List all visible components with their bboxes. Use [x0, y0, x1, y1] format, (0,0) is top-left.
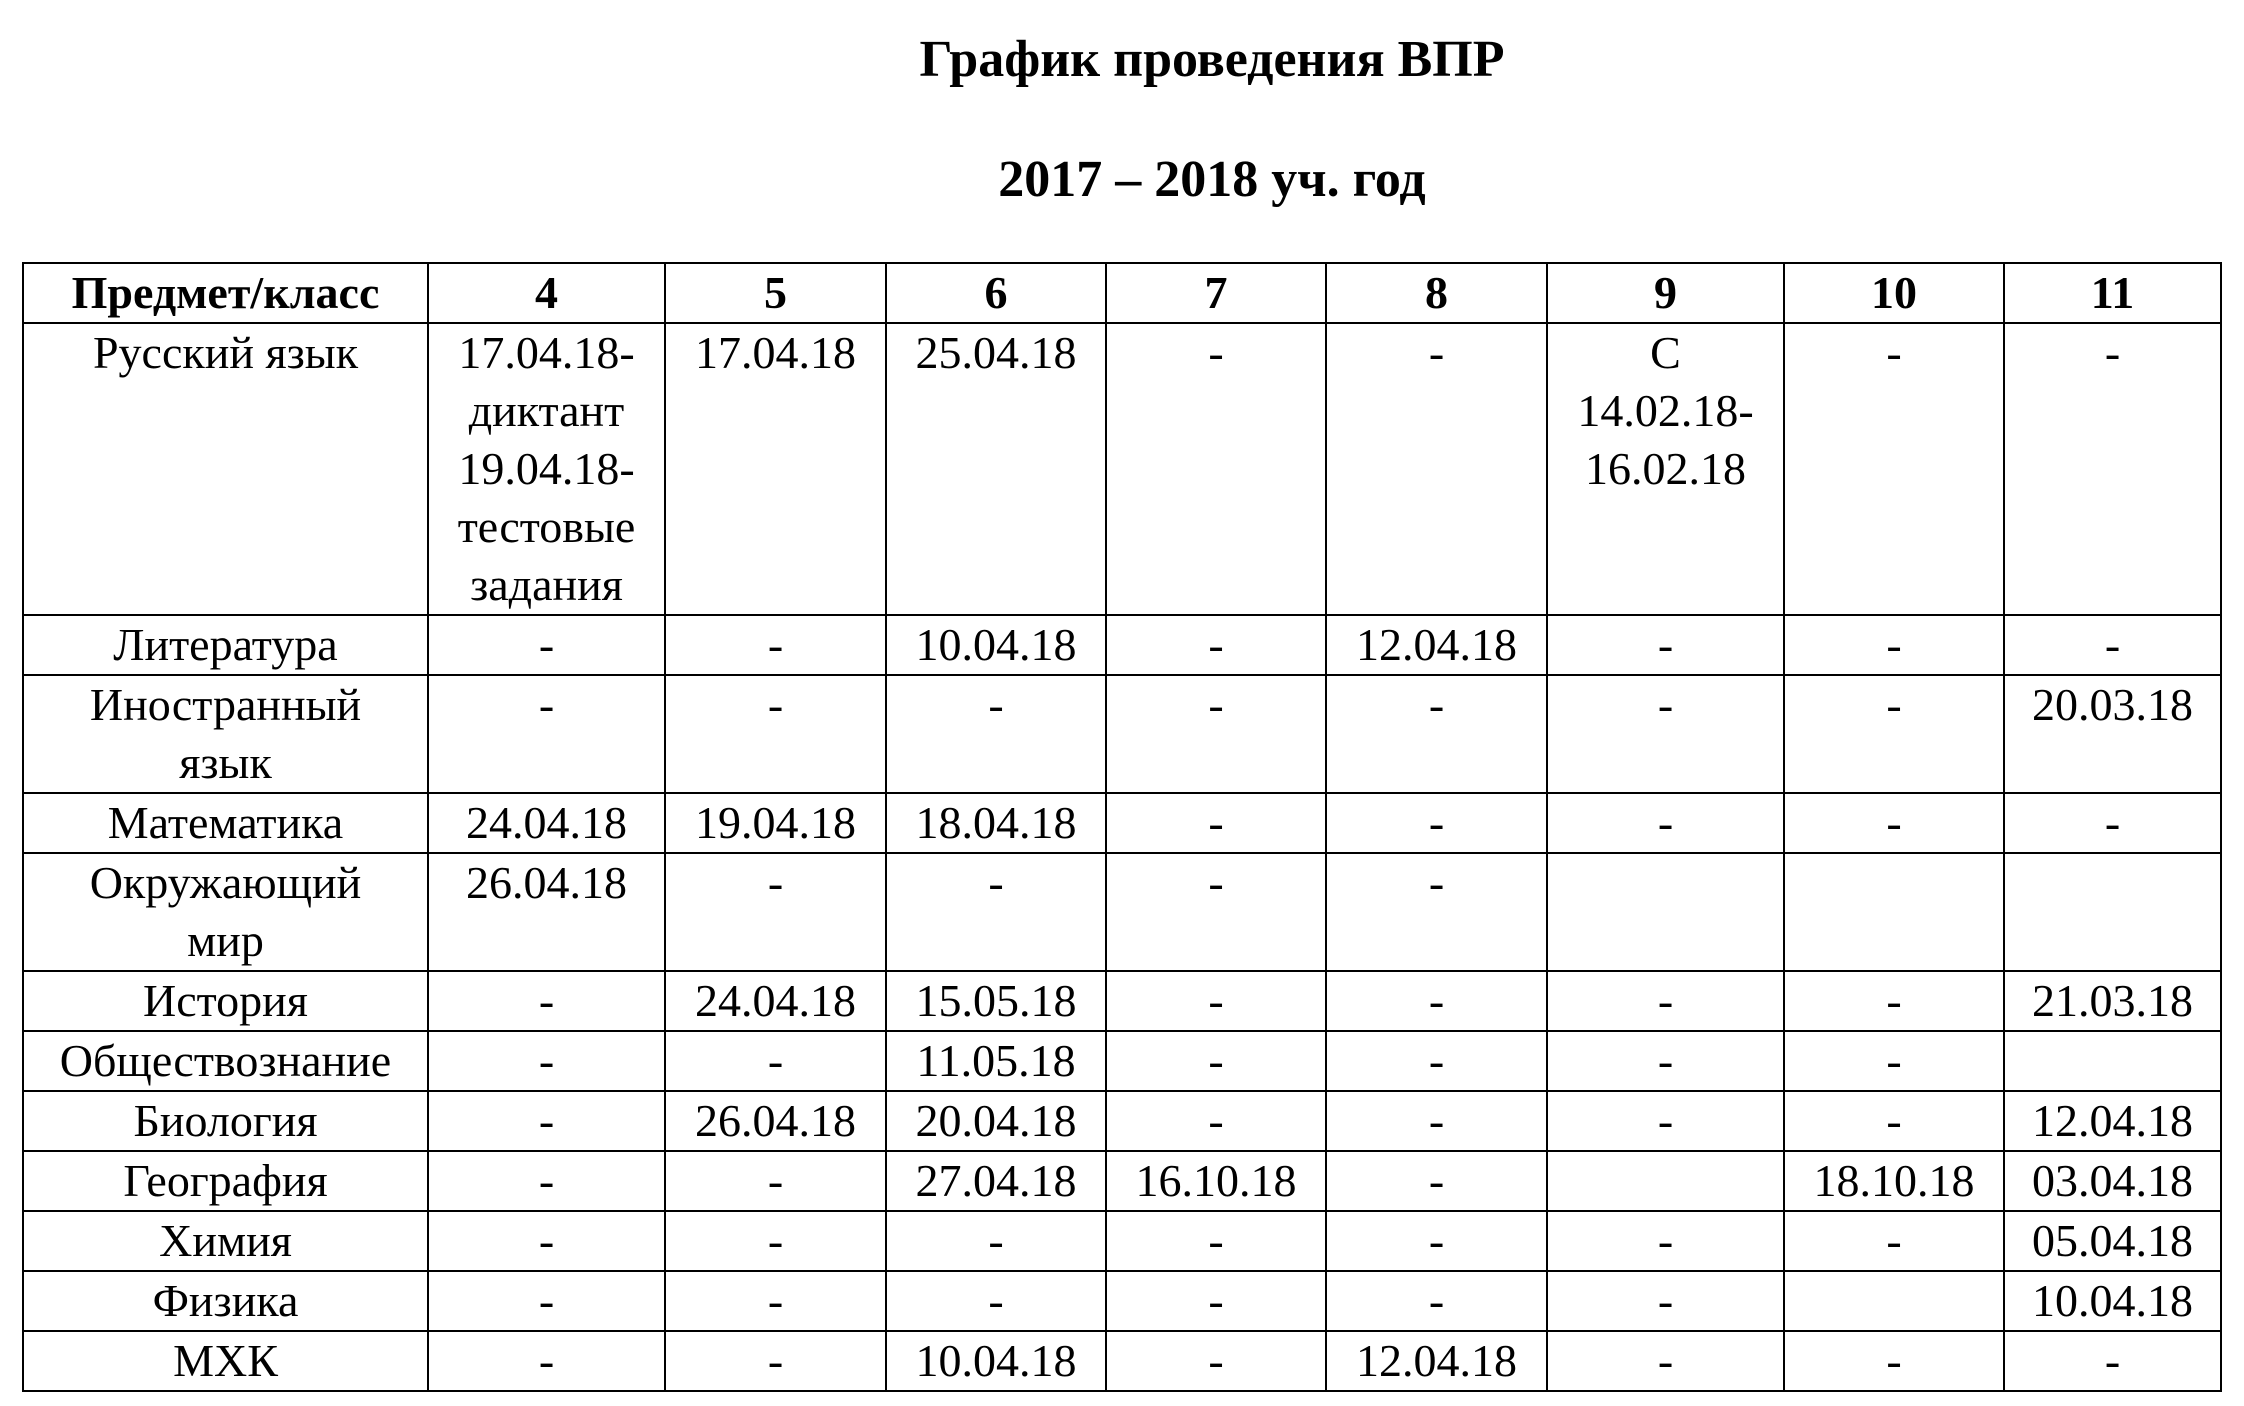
cell-text — [1548, 1152, 1783, 1210]
date-cell — [665, 675, 886, 793]
cell-text: - — [538, 619, 555, 670]
date-cell — [1547, 971, 1784, 1031]
column-header-grade: 11 — [2004, 263, 2221, 323]
cell-text: 17.04.18 — [695, 327, 856, 378]
cell-text: 10.04.18 — [2032, 1275, 2193, 1326]
cell-text: 21.03.18 — [2032, 975, 2193, 1026]
cell-text: 05.04.18 — [2032, 1215, 2193, 1266]
cell-text — [1785, 854, 2003, 912]
date-cell — [428, 1211, 665, 1271]
cell-text: - — [2104, 1335, 2121, 1386]
subject-cell — [23, 1151, 428, 1211]
date-cell — [886, 615, 1106, 675]
column-header-grade: 4 — [428, 263, 665, 323]
date-cell — [2004, 675, 2221, 793]
cell-text — [2005, 854, 2220, 912]
subject-name: Обществознание — [59, 1035, 392, 1086]
date-cell — [886, 793, 1106, 853]
cell-text: - — [1886, 1095, 1902, 1146]
date-cell — [1106, 793, 1326, 853]
date-cell — [1326, 1211, 1547, 1271]
date-cell — [1547, 1331, 1784, 1391]
table-body — [23, 323, 2221, 1391]
column-header-grade: 7 — [1106, 263, 1326, 323]
date-cell — [1547, 1211, 1784, 1271]
date-cell — [1106, 853, 1326, 971]
table-row — [23, 1091, 2221, 1151]
cell-text — [2005, 1032, 2220, 1090]
date-cell — [665, 615, 886, 675]
cell-text: - — [1208, 975, 1224, 1026]
cell-text: - — [767, 1335, 784, 1386]
subject-name: МХК — [173, 1335, 278, 1386]
date-cell — [665, 1331, 886, 1391]
cell-text: - — [1428, 1095, 1445, 1146]
cell-text: 17.04.18- — [458, 327, 635, 378]
cell-text: диктант — [468, 385, 625, 436]
cell-text: 16.02.18 — [1585, 443, 1746, 494]
table-row — [23, 1331, 2221, 1391]
cell-text: - — [1428, 975, 1445, 1026]
date-cell — [886, 675, 1106, 793]
date-cell — [428, 1331, 665, 1391]
cell-text: - — [2104, 619, 2121, 670]
cell-text — [1548, 854, 1783, 912]
cell-text: 18.04.18 — [915, 797, 1077, 848]
date-cell — [1326, 1151, 1547, 1211]
table-row — [23, 323, 2221, 615]
cell-text: - — [538, 679, 555, 730]
date-cell — [2004, 1211, 2221, 1271]
cell-text: - — [1657, 679, 1674, 730]
cell-text: 03.04.18 — [2032, 1155, 2193, 1206]
table-row — [23, 615, 2221, 675]
cell-text: - — [767, 1275, 784, 1326]
date-cell — [2004, 1271, 2221, 1331]
subject-cell — [23, 1271, 428, 1331]
date-cell — [428, 1031, 665, 1091]
cell-text: 12.04.18 — [1356, 619, 1517, 670]
cell-text: тестовые — [457, 501, 636, 552]
cell-text: - — [988, 857, 1004, 908]
cell-text: - — [1208, 1035, 1224, 1086]
cell-text: 10.04.18 — [915, 619, 1077, 670]
cell-text: - — [1886, 975, 1902, 1026]
date-cell — [1326, 1331, 1547, 1391]
cell-text: - — [1886, 1035, 1902, 1086]
date-cell — [665, 1151, 886, 1211]
cell-text: - — [1657, 975, 1674, 1026]
date-cell — [1547, 1091, 1784, 1151]
cell-text: 18.10.18 — [1813, 1155, 1975, 1206]
cell-text: - — [1428, 1035, 1445, 1086]
date-cell — [1784, 971, 2004, 1031]
cell-text: - — [1657, 1215, 1674, 1266]
cell-text: - — [1428, 327, 1445, 378]
date-cell — [886, 1211, 1106, 1271]
date-cell — [428, 971, 665, 1031]
table-row — [23, 675, 2221, 793]
date-cell — [1784, 675, 2004, 793]
cell-text: 12.04.18 — [2032, 1095, 2193, 1146]
date-cell — [886, 853, 1106, 971]
date-cell — [665, 793, 886, 853]
date-cell — [1106, 675, 1326, 793]
date-cell — [1326, 793, 1547, 853]
date-cell — [1547, 675, 1784, 793]
table-row — [23, 971, 2221, 1031]
date-cell — [428, 323, 665, 615]
cell-text: - — [538, 1035, 555, 1086]
date-cell — [1547, 1031, 1784, 1091]
date-cell — [1784, 323, 2004, 615]
date-cell — [886, 1031, 1106, 1091]
cell-text: - — [767, 857, 784, 908]
date-cell — [1784, 1151, 2004, 1211]
cell-text: - — [1208, 1215, 1224, 1266]
cell-text: - — [1428, 857, 1445, 908]
cell-text: 26.04.18 — [466, 857, 627, 908]
cell-text: 16.10.18 — [1135, 1155, 1297, 1206]
cell-text: 20.04.18 — [915, 1095, 1077, 1146]
column-header-subject: Предмет/класс — [23, 263, 428, 323]
cell-text: - — [538, 1215, 555, 1266]
subject-name: Биология — [133, 1095, 318, 1146]
cell-text: - — [767, 1155, 784, 1206]
subject-cell — [23, 675, 428, 793]
cell-text: - — [1208, 1095, 1224, 1146]
date-cell — [428, 793, 665, 853]
date-cell — [2004, 853, 2221, 971]
date-cell — [1784, 615, 2004, 675]
date-cell — [1547, 853, 1784, 971]
date-cell — [1326, 615, 1547, 675]
date-cell — [886, 1151, 1106, 1211]
cell-text: - — [1886, 1215, 1902, 1266]
date-cell — [665, 1031, 886, 1091]
subject-cell — [23, 971, 428, 1031]
date-cell — [1106, 1211, 1326, 1271]
cell-text: 15.05.18 — [915, 975, 1077, 1026]
cell-text: - — [1886, 797, 1902, 848]
date-cell — [428, 1091, 665, 1151]
schedule-table — [22, 262, 2222, 1392]
date-cell — [665, 853, 886, 971]
date-cell — [1784, 1211, 2004, 1271]
cell-text: - — [767, 1215, 784, 1266]
date-cell — [2004, 323, 2221, 615]
table-row — [23, 793, 2221, 853]
cell-text: - — [1428, 1275, 1445, 1326]
date-cell — [2004, 971, 2221, 1031]
date-cell — [1547, 793, 1784, 853]
cell-text: - — [1886, 679, 1902, 730]
column-header-grade: 5 — [665, 263, 886, 323]
cell-text: - — [1886, 327, 1902, 378]
subject-name: Физика — [152, 1275, 299, 1326]
cell-text: - — [1208, 619, 1224, 670]
cell-text: - — [1208, 1335, 1224, 1386]
document-subtitle: 2017 – 2018 уч. год — [998, 151, 1426, 208]
table-row — [23, 1211, 2221, 1271]
date-cell — [1326, 1091, 1547, 1151]
subject-cell — [23, 1091, 428, 1151]
table-row — [23, 853, 2221, 971]
cell-text: - — [538, 975, 555, 1026]
date-cell — [1326, 323, 1547, 615]
cell-text: - — [767, 679, 784, 730]
subject-cell — [23, 323, 428, 615]
cell-text: - — [1208, 797, 1224, 848]
subject-name: Русский язык — [92, 327, 359, 378]
subject-cell — [23, 793, 428, 853]
subject-name: язык — [179, 737, 272, 788]
date-cell — [665, 1211, 886, 1271]
date-cell — [1326, 1271, 1547, 1331]
cell-text: - — [1428, 1155, 1445, 1206]
date-cell — [428, 853, 665, 971]
subject-name: Литература — [113, 619, 338, 670]
date-cell — [1784, 1331, 2004, 1391]
date-cell — [886, 971, 1106, 1031]
table-header-row — [23, 263, 2221, 323]
subject-cell — [23, 1031, 428, 1091]
cell-text: - — [1428, 1215, 1445, 1266]
subject-name: Математика — [107, 797, 344, 848]
date-cell — [1784, 793, 2004, 853]
cell-text: 19.04.18 — [695, 797, 856, 848]
date-cell — [886, 1271, 1106, 1331]
date-cell — [1326, 971, 1547, 1031]
date-cell — [1106, 1091, 1326, 1151]
cell-text: - — [538, 1335, 555, 1386]
cell-text: 26.04.18 — [695, 1095, 856, 1146]
cell-text: - — [2104, 327, 2121, 378]
date-cell — [1547, 615, 1784, 675]
cell-text: - — [988, 1275, 1004, 1326]
subject-name: История — [143, 975, 308, 1026]
table-row — [23, 1151, 2221, 1211]
date-cell — [2004, 1031, 2221, 1091]
cell-text: С — [1650, 327, 1681, 378]
date-cell — [428, 1151, 665, 1211]
cell-text: 11.05.18 — [916, 1035, 1076, 1086]
cell-text: - — [1208, 1275, 1224, 1326]
cell-text: - — [1428, 679, 1445, 730]
column-header-grade: 8 — [1326, 263, 1547, 323]
date-cell — [665, 323, 886, 615]
date-cell — [1106, 1271, 1326, 1331]
cell-text: - — [538, 1275, 555, 1326]
document-title: График проведения ВПР — [919, 31, 1505, 88]
cell-text: - — [538, 1095, 555, 1146]
date-cell — [665, 1271, 886, 1331]
date-cell — [886, 1331, 1106, 1391]
cell-text: - — [1657, 797, 1674, 848]
date-cell — [2004, 615, 2221, 675]
date-cell — [1106, 1031, 1326, 1091]
date-cell — [1547, 1151, 1784, 1211]
date-cell — [1106, 1151, 1326, 1211]
cell-text: 19.04.18- — [458, 443, 635, 494]
table-row — [23, 1271, 2221, 1331]
subject-name: Химия — [159, 1215, 292, 1266]
table-row — [23, 1031, 2221, 1091]
cell-text: - — [1208, 679, 1224, 730]
cell-text: - — [538, 1155, 555, 1206]
subject-name: Окружающий — [89, 857, 362, 908]
date-cell — [1784, 1091, 2004, 1151]
cell-text — [1785, 1272, 2003, 1330]
column-header-grade: 6 — [886, 263, 1106, 323]
date-cell — [1784, 1031, 2004, 1091]
date-cell — [1106, 323, 1326, 615]
cell-text: - — [1208, 327, 1224, 378]
cell-text: 24.04.18 — [466, 797, 627, 848]
cell-text: 25.04.18 — [915, 327, 1077, 378]
subject-name: География — [123, 1155, 328, 1206]
cell-text: - — [1428, 797, 1445, 848]
date-cell — [2004, 1091, 2221, 1151]
cell-text: - — [1657, 1335, 1674, 1386]
date-cell — [1784, 1271, 2004, 1331]
date-cell — [1106, 615, 1326, 675]
cell-text: - — [2104, 797, 2121, 848]
subject-cell — [23, 1211, 428, 1271]
date-cell — [1106, 971, 1326, 1031]
date-cell — [665, 1091, 886, 1151]
cell-text: - — [1657, 1275, 1674, 1326]
date-cell — [1326, 853, 1547, 971]
cell-text: задания — [470, 559, 623, 610]
date-cell — [886, 1091, 1106, 1151]
cell-text: - — [1208, 857, 1224, 908]
cell-text: - — [767, 619, 784, 670]
cell-text: 20.03.18 — [2032, 679, 2193, 730]
cell-text: - — [1886, 1335, 1902, 1386]
cell-text: - — [1657, 1095, 1674, 1146]
date-cell — [428, 675, 665, 793]
date-cell — [2004, 793, 2221, 853]
column-header-grade: 10 — [1784, 263, 2004, 323]
subject-cell — [23, 615, 428, 675]
cell-text: 24.04.18 — [695, 975, 856, 1026]
cell-text: - — [1657, 619, 1674, 670]
date-cell — [1547, 323, 1784, 615]
cell-text: - — [1657, 1035, 1674, 1086]
date-cell — [1106, 1331, 1326, 1391]
subject-name: мир — [187, 915, 264, 966]
cell-text: 27.04.18 — [915, 1155, 1077, 1206]
subject-name: Иностранный — [89, 679, 362, 730]
cell-text: - — [767, 1035, 784, 1086]
date-cell — [886, 323, 1106, 615]
cell-text: 12.04.18 — [1356, 1335, 1517, 1386]
date-cell — [1784, 853, 2004, 971]
cell-text: - — [988, 1215, 1004, 1266]
date-cell — [1326, 675, 1547, 793]
date-cell — [428, 615, 665, 675]
cell-text: 10.04.18 — [915, 1335, 1077, 1386]
date-cell — [2004, 1151, 2221, 1211]
cell-text: 14.02.18- — [1577, 385, 1754, 436]
subject-cell — [23, 1331, 428, 1391]
subject-cell — [23, 853, 428, 971]
cell-text: - — [988, 679, 1004, 730]
date-cell — [1547, 1271, 1784, 1331]
date-cell — [428, 1271, 665, 1331]
date-cell — [665, 971, 886, 1031]
column-header-grade: 9 — [1547, 263, 1784, 323]
date-cell — [2004, 1331, 2221, 1391]
cell-text: - — [1886, 619, 1902, 670]
date-cell — [1326, 1031, 1547, 1091]
